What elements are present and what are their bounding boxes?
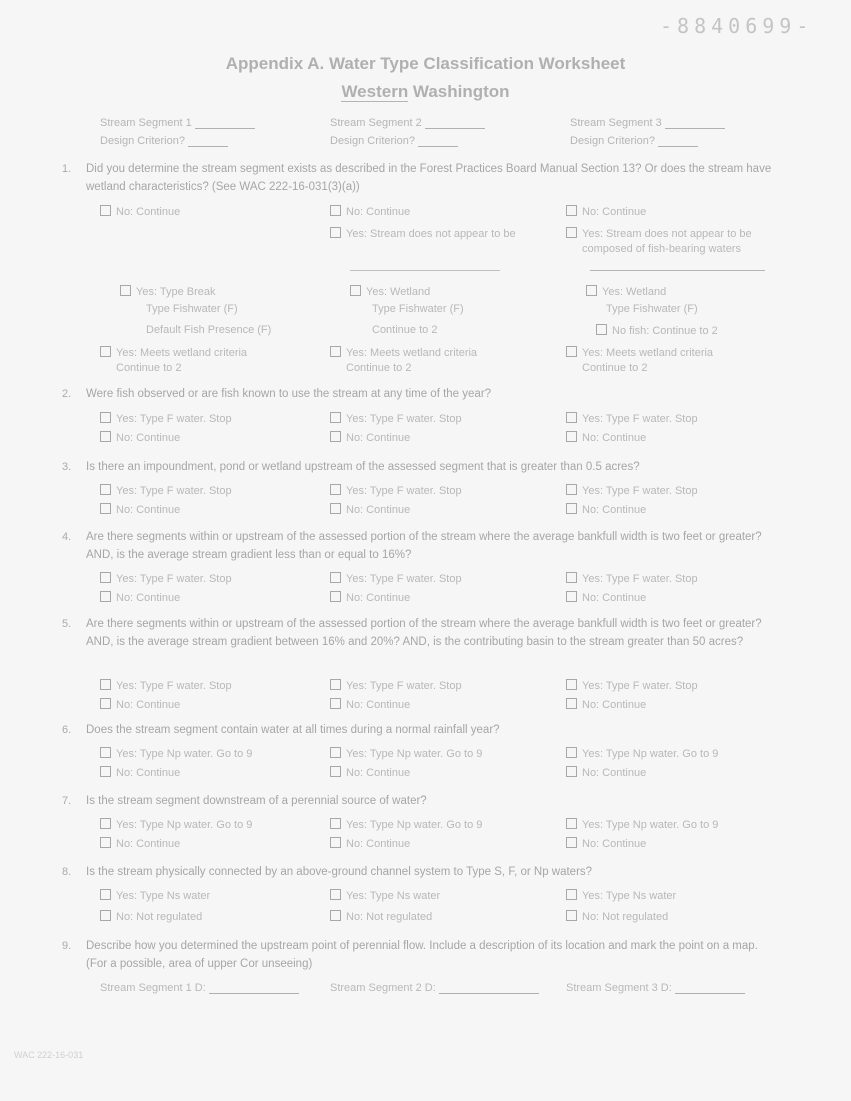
q6-c2-no[interactable]: No: Continue	[330, 766, 410, 779]
q1-c2-continue: Continue to 2	[372, 324, 438, 336]
q5-c3-yes[interactable]: Yes: Type F water. Stop	[566, 679, 698, 692]
question-6-number: 6.	[62, 724, 72, 736]
q6-c3-no[interactable]: No: Continue	[566, 766, 646, 779]
q2-c2-no[interactable]: No: Continue	[330, 431, 410, 444]
question-3-text: Is there an impoundment, pond or wetland upstream of the assessed segment that is greater than 0.5 acres?	[86, 461, 640, 473]
q1-c1-type: Type Fishwater (F)	[146, 303, 238, 315]
q7-c2-yes[interactable]: Yes: Type Np water. Go to 9	[330, 818, 482, 831]
q8-c3-yes[interactable]: Yes: Type Ns water	[566, 889, 676, 902]
q3-c3-no[interactable]: No: Continue	[566, 503, 646, 516]
q1-c2-meets[interactable]: Yes: Meets wetland criteria	[330, 346, 477, 359]
header-criterion-1: Design Criterion?	[100, 135, 228, 147]
question-2-text: Were fish observed or are fish known to use the stream at any time of the year?	[86, 388, 492, 400]
q1-c3-meets[interactable]: Yes: Meets wetland criteria	[566, 346, 713, 359]
q4-c3-yes[interactable]: Yes: Type F water. Stop	[566, 572, 698, 585]
q5-c2-no[interactable]: No: Continue	[330, 698, 410, 711]
header-segment-3: Stream Segment 3	[570, 117, 725, 129]
q3-c1-no[interactable]: No: Continue	[100, 503, 180, 516]
q1-c2-wetland[interactable]: Yes: Wetland	[350, 285, 430, 298]
q9-field-3[interactable]: Stream Segment 3 D:	[566, 982, 745, 994]
q1-c1-default: Default Fish Presence (F)	[146, 324, 272, 336]
q1-c3-wetland[interactable]: Yes: Wetland	[586, 285, 666, 298]
q1-c3-yes[interactable]: Yes: Stream does not appear to be	[566, 227, 752, 240]
q1-c1-yes[interactable]: Yes: Type Break	[120, 285, 216, 298]
q2-c3-yes[interactable]: Yes: Type F water. Stop	[566, 412, 698, 425]
q1-c3-cont2: Continue to 2	[582, 362, 648, 374]
q2-c2-yes[interactable]: Yes: Type F water. Stop	[330, 412, 462, 425]
q7-c2-no[interactable]: No: Continue	[330, 837, 410, 850]
question-9-text: Describe how you determined the upstream point of perennial flow. Include a description of its location and mark the point on a map. (For a possible, area of upper Cor unseeing)	[86, 940, 758, 970]
question-5-number: 5.	[62, 618, 72, 630]
q6-c3-yes[interactable]: Yes: Type Np water. Go to 9	[566, 747, 718, 760]
q7-c1-no[interactable]: No: Continue	[100, 837, 180, 850]
q8-c1-yes[interactable]: Yes: Type Ns water	[100, 889, 210, 902]
q5-c3-no[interactable]: No: Continue	[566, 698, 646, 711]
question-1-text: Did you determine the stream segment exists as described in the Forest Practices Board Manual Section 13? Or does the stream have wetland characteristics? (See WAC 222-16-031(3)(a))	[86, 163, 772, 193]
page-title: Appendix A. Water Type Classification Worksheet	[225, 54, 626, 73]
q1-c2-yes[interactable]: Yes: Stream does not appear to be	[330, 227, 516, 240]
q7-c1-yes[interactable]: Yes: Type Np water. Go to 9	[100, 818, 252, 831]
q6-c1-yes[interactable]: Yes: Type Np water. Go to 9	[100, 747, 252, 760]
q9-field-1[interactable]: Stream Segment 1 D:	[100, 982, 299, 994]
question-3-number: 3.	[62, 461, 72, 473]
q1-c1-meets[interactable]: Yes: Meets wetland criteria	[100, 346, 247, 359]
q1-c1-no[interactable]: No: Continue	[100, 205, 180, 218]
q4-c1-yes[interactable]: Yes: Type F water. Stop	[100, 572, 232, 585]
subtitle-underlined: Western	[341, 82, 409, 101]
q7-c3-no[interactable]: No: Continue	[566, 837, 646, 850]
q8-c3-no[interactable]: No: Not regulated	[566, 910, 668, 923]
q1-c2-cont2: Continue to 2	[346, 362, 412, 374]
q1-c2-divider	[350, 270, 500, 271]
header-segment-1: Stream Segment 1	[100, 117, 255, 129]
q8-c1-no[interactable]: No: Not regulated	[100, 910, 202, 923]
q6-c1-no[interactable]: No: Continue	[100, 766, 180, 779]
q3-c2-no[interactable]: No: Continue	[330, 503, 410, 516]
q4-c3-no[interactable]: No: Continue	[566, 591, 646, 604]
question-4-text: Are there segments within or upstream of the assessed portion of the stream where the average bankfull width is two feet or greater? AND, is the average stream gradient less than or equal to 16%?	[86, 531, 762, 561]
q1-c3-no[interactable]: No: Continue	[566, 205, 646, 218]
header-criterion-2: Design Criterion?	[330, 135, 458, 147]
subtitle-rest: Washington	[408, 82, 510, 101]
q3-c3-yes[interactable]: Yes: Type F water. Stop	[566, 484, 698, 497]
q1-c2-type: Type Fishwater (F)	[372, 303, 464, 315]
q6-c2-yes[interactable]: Yes: Type Np water. Go to 9	[330, 747, 482, 760]
q3-c1-yes[interactable]: Yes: Type F water. Stop	[100, 484, 232, 497]
q4-c2-yes[interactable]: Yes: Type F water. Stop	[330, 572, 462, 585]
q1-c3-type: Type Fishwater (F)	[606, 303, 698, 315]
header-segment-2: Stream Segment 2	[330, 117, 485, 129]
q5-c1-yes[interactable]: Yes: Type F water. Stop	[100, 679, 232, 692]
question-8-number: 8.	[62, 866, 72, 878]
q3-c2-yes[interactable]: Yes: Type F water. Stop	[330, 484, 462, 497]
page-subtitle	[0, 82, 851, 102]
question-2-number: 2.	[62, 388, 72, 400]
q8-c2-yes[interactable]: Yes: Type Ns water	[330, 889, 440, 902]
page-footer: WAC 222-16-031	[14, 1050, 84, 1060]
question-6-text: Does the stream segment contain water at all times during a normal rainfall year?	[86, 724, 500, 736]
q1-c1-cont2: Continue to 2	[116, 362, 182, 374]
q2-c1-no[interactable]: No: Continue	[100, 431, 180, 444]
document-number: -8840699-	[660, 14, 814, 38]
question-9-number: 9.	[62, 940, 72, 952]
q1-c3-divider	[590, 270, 765, 271]
q9-field-2[interactable]: Stream Segment 2 D:	[330, 982, 539, 994]
q1-c3-yes-cont: composed of fish-bearing waters	[582, 243, 741, 255]
q5-c2-yes[interactable]: Yes: Type F water. Stop	[330, 679, 462, 692]
q1-c2-no[interactable]: No: Continue	[330, 205, 410, 218]
q5-c1-no[interactable]: No: Continue	[100, 698, 180, 711]
question-8-text: Is the stream physically connected by an above-ground channel system to Type S, F, or Np waters?	[86, 866, 593, 878]
question-5-text: Are there segments within or upstream of the assessed portion of the stream where the average bankfull width is two feet or greater? AND, is the average stream gradient between 16% and 20%? AND, is the contributing basin to the stream greater than 50 acres?	[86, 618, 762, 648]
q1-c3-nofish[interactable]: No fish: Continue to 2	[596, 324, 718, 337]
q2-c3-no[interactable]: No: Continue	[566, 431, 646, 444]
q4-c2-no[interactable]: No: Continue	[330, 591, 410, 604]
q2-c1-yes[interactable]: Yes: Type F water. Stop	[100, 412, 232, 425]
question-4-number: 4.	[62, 531, 72, 543]
q7-c3-yes[interactable]: Yes: Type Np water. Go to 9	[566, 818, 718, 831]
question-7-number: 7.	[62, 795, 72, 807]
header-criterion-3: Design Criterion?	[570, 135, 698, 147]
question-7-text: Is the stream segment downstream of a perennial source of water?	[86, 795, 427, 807]
q8-c2-no[interactable]: No: Not regulated	[330, 910, 432, 923]
q4-c1-no[interactable]: No: Continue	[100, 591, 180, 604]
question-1-number: 1.	[62, 163, 72, 175]
